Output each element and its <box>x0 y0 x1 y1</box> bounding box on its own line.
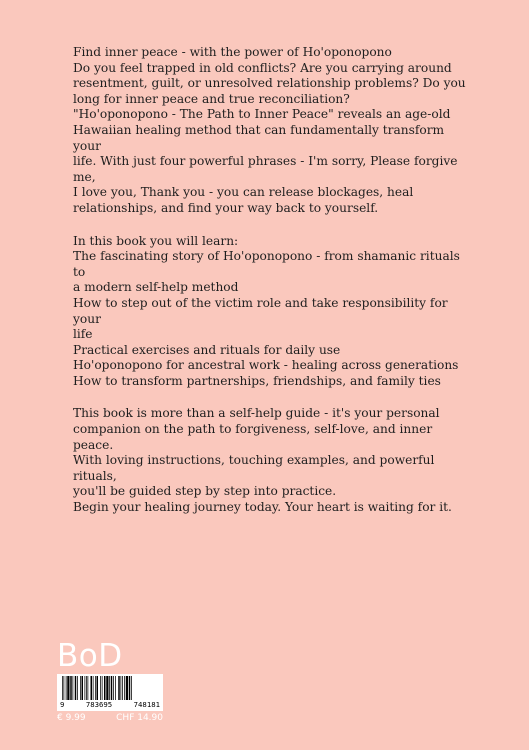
intro-line: resentment, guilt, or unresolved relationship problems? Do you <box>73 76 466 91</box>
learn-section <box>73 234 473 390</box>
back-cover-blurb <box>73 45 473 516</box>
publisher-block <box>57 640 197 723</box>
price-row <box>57 713 163 723</box>
barcode-icon <box>60 676 160 700</box>
paragraph-gap <box>73 389 473 406</box>
learn-line: Practical exercises and rituals for daily use <box>73 342 341 357</box>
closing-line: Begin your healing journey today. Your heart is waiting for it. <box>73 500 452 515</box>
closing-line: you'll be guided step by step into practice. <box>73 484 337 499</box>
closing-line: This book is more than a self-help guide - it's your personal <box>73 406 440 421</box>
intro-line: "Ho'oponopono - The Path to Inner Peace" reveals an age-old <box>73 107 451 122</box>
isbn-number <box>60 701 160 709</box>
isbn-barcode <box>57 674 163 711</box>
learn-line: How to step out of the victim role and take responsibility for your <box>73 295 448 326</box>
intro-line: Hawaiian healing method that can fundamentally transform your <box>73 122 445 153</box>
closing-line: With loving instructions, touching examples, and powerful rituals, <box>73 453 435 483</box>
paragraph-gap <box>73 217 473 234</box>
intro-line: Do you feel trapped in old conflicts? Are you carrying around <box>73 60 452 75</box>
learn-line: The fascinating story of Ho'oponopono - from shamanic rituals to <box>73 249 460 279</box>
intro-line: relationships, and find your way back to yourself. <box>73 200 379 215</box>
price-chf: CHF 14.90 <box>116 713 163 723</box>
intro-line: Find inner peace - with the power of Ho'oponopono <box>73 45 392 59</box>
intro-line: life. With just four powerful phrases - I'm sorry, Please forgive me, <box>73 154 458 184</box>
closing-section <box>73 406 473 515</box>
learn-line: How to transform partnerships, friendships, and family ties <box>73 373 441 388</box>
bod-logo: BoD <box>57 638 123 674</box>
intro-section <box>73 45 473 217</box>
learn-heading: In this book you will learn: <box>73 233 239 248</box>
closing-line: companion on the path to forgiveness, self-love, and inner peace. <box>73 422 433 452</box>
intro-line: long for inner peace and true reconciliation? <box>73 91 350 106</box>
learn-line: life <box>73 327 93 342</box>
intro-line: I love you, Thank you - you can release blockages, heal <box>73 185 414 200</box>
price-eur: € 9.99 <box>57 713 86 723</box>
learn-line: Ho'oponopono for ancestral work - healing across generations <box>73 358 459 373</box>
isbn-group-2: 748181 <box>133 700 160 709</box>
isbn-group-1: 783695 <box>85 700 113 709</box>
learn-line: a modern self-help method <box>73 280 239 295</box>
isbn-prefix: 9 <box>60 700 65 709</box>
